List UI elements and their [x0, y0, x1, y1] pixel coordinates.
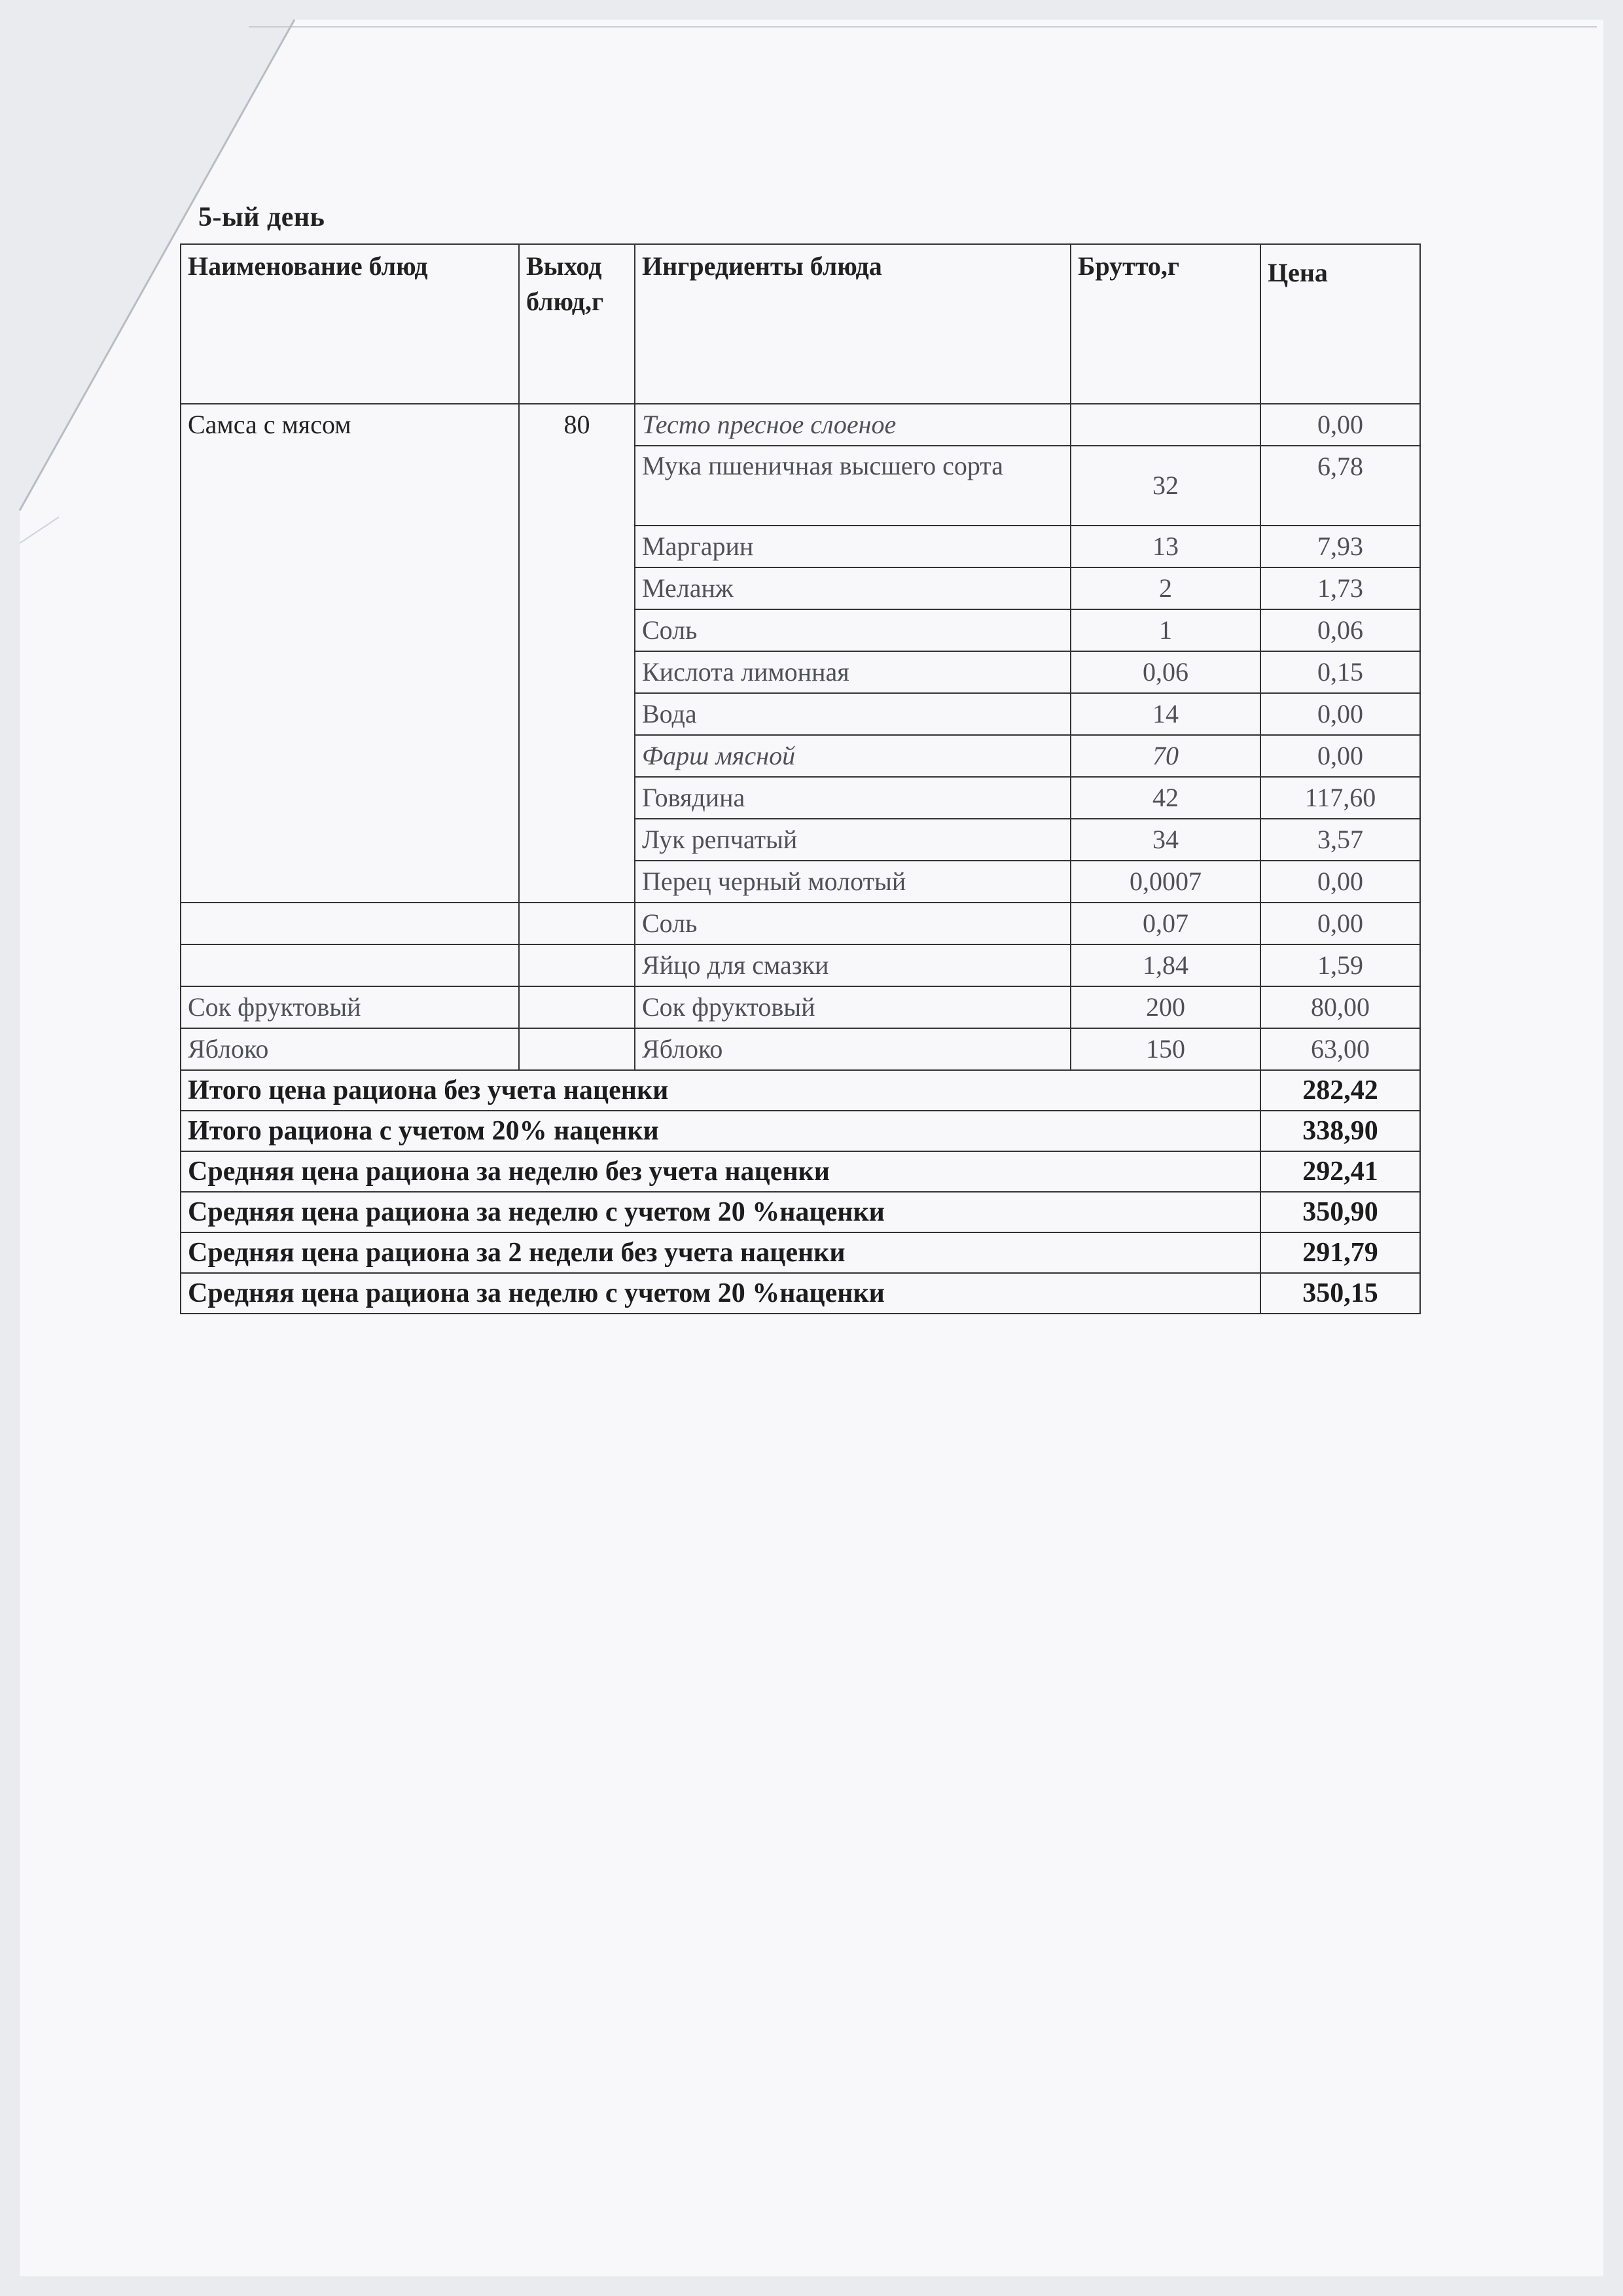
ingredient-cell: Маргарин [635, 526, 1071, 567]
brutto-cell: 32 [1071, 446, 1260, 526]
ingredient-cell: Перец черный молотый [635, 861, 1071, 903]
total-value: 350,90 [1260, 1192, 1420, 1232]
output-cell [519, 735, 635, 777]
output-cell [519, 446, 635, 526]
dish-cell [181, 903, 519, 944]
dish-cell [181, 567, 519, 609]
output-cell [519, 651, 635, 693]
brutto-cell: 42 [1071, 777, 1260, 819]
ingredient-cell: Мука пшеничная высшего сорта [635, 446, 1071, 526]
dish-cell [181, 944, 519, 986]
dish-cell [181, 609, 519, 651]
table-row [181, 526, 1420, 567]
total-row [181, 1070, 1420, 1111]
price-cell: 80,00 [1260, 986, 1420, 1028]
price-cell: 0,00 [1260, 404, 1420, 446]
brutto-cell [1071, 404, 1260, 446]
output-cell [519, 944, 635, 986]
dish-cell: Самса с мясом [181, 404, 519, 446]
price-cell: 1,73 [1260, 567, 1420, 609]
total-row [181, 1111, 1420, 1151]
brutto-cell: 200 [1071, 986, 1260, 1028]
total-value: 338,90 [1260, 1111, 1420, 1151]
price-cell: 7,93 [1260, 526, 1420, 567]
dish-cell [181, 861, 519, 903]
ingredient-cell: Соль [635, 609, 1071, 651]
ingredient-cell: Лук репчатый [635, 819, 1071, 861]
price-cell: 0,00 [1260, 903, 1420, 944]
total-row [181, 1192, 1420, 1232]
ingredient-cell: Тесто пресное слоеное [635, 404, 1071, 446]
dish-cell [181, 526, 519, 567]
ingredient-cell: Сок фруктовый [635, 986, 1071, 1028]
header-brutto: Брутто,г [1071, 244, 1260, 404]
table-row [181, 567, 1420, 609]
total-row [181, 1273, 1420, 1314]
table-row [181, 693, 1420, 735]
output-cell [519, 693, 635, 735]
dish-cell [181, 446, 519, 526]
paper-fold-line [249, 26, 1597, 27]
total-value: 282,42 [1260, 1070, 1420, 1111]
total-label: Средняя цена рациона за неделю с учетом 20 %наценки [181, 1273, 1260, 1314]
output-cell [519, 777, 635, 819]
total-value: 350,15 [1260, 1273, 1420, 1314]
total-value: 292,41 [1260, 1151, 1420, 1192]
dish-cell [181, 651, 519, 693]
table-row [181, 903, 1420, 944]
dish-cell: Сок фруктовый [181, 986, 519, 1028]
total-label: Итого цена рациона без учета наценки [181, 1070, 1260, 1111]
table-row [181, 609, 1420, 651]
header-ingredients: Ингредиенты блюда [635, 244, 1071, 404]
table-row [181, 819, 1420, 861]
brutto-cell: 2 [1071, 567, 1260, 609]
total-row [181, 1151, 1420, 1192]
table-row [181, 404, 1420, 446]
total-value: 291,79 [1260, 1232, 1420, 1273]
price-cell: 6,78 [1260, 446, 1420, 526]
ingredient-cell: Соль [635, 903, 1071, 944]
price-cell: 0,15 [1260, 651, 1420, 693]
output-cell [519, 609, 635, 651]
output-cell [519, 903, 635, 944]
output-cell [519, 986, 635, 1028]
header-dish: Наименование блюд [181, 244, 519, 404]
price-cell: 0,00 [1260, 693, 1420, 735]
price-cell: 0,00 [1260, 735, 1420, 777]
total-label: Средняя цена рациона за 2 недели без учета наценки [181, 1232, 1260, 1273]
total-label: Итого рациона с учетом 20% наценки [181, 1111, 1260, 1151]
price-cell: 0,06 [1260, 609, 1420, 651]
table-row [181, 861, 1420, 903]
total-label: Средняя цена рациона за неделю с учетом 20 %наценки [181, 1192, 1260, 1232]
total-label: Средняя цена рациона за неделю без учета наценки [181, 1151, 1260, 1192]
ingredient-cell: Вода [635, 693, 1071, 735]
table-row [181, 735, 1420, 777]
ingredient-cell: Фарш мясной [635, 735, 1071, 777]
table-header-row [181, 244, 1420, 404]
price-cell: 0,00 [1260, 861, 1420, 903]
brutto-cell: 0,06 [1071, 651, 1260, 693]
brutto-cell: 13 [1071, 526, 1260, 567]
total-row [181, 1232, 1420, 1273]
dish-cell [181, 819, 519, 861]
price-cell: 117,60 [1260, 777, 1420, 819]
price-cell: 1,59 [1260, 944, 1420, 986]
ingredient-cell: Говядина [635, 777, 1071, 819]
output-cell [519, 1028, 635, 1070]
menu-table [180, 243, 1421, 1314]
table-row [181, 446, 1420, 526]
brutto-cell: 1 [1071, 609, 1260, 651]
dish-cell [181, 735, 519, 777]
header-price: Цена [1260, 244, 1420, 404]
output-cell [519, 526, 635, 567]
ingredient-cell: Яйцо для смазки [635, 944, 1071, 986]
ingredient-cell: Яблоко [635, 1028, 1071, 1070]
brutto-cell: 1,84 [1071, 944, 1260, 986]
brutto-cell: 0,07 [1071, 903, 1260, 944]
table-row [181, 777, 1420, 819]
dish-cell: Яблоко [181, 1028, 519, 1070]
table-row [181, 944, 1420, 986]
output-cell [519, 819, 635, 861]
table-row [181, 651, 1420, 693]
table-row [181, 1028, 1420, 1070]
table-row [181, 986, 1420, 1028]
output-cell: 80 [519, 404, 635, 446]
output-cell [519, 861, 635, 903]
output-cell [519, 567, 635, 609]
price-cell: 63,00 [1260, 1028, 1420, 1070]
brutto-cell: 0,0007 [1071, 861, 1260, 903]
brutto-cell: 70 [1071, 735, 1260, 777]
brutto-cell: 14 [1071, 693, 1260, 735]
brutto-cell: 150 [1071, 1028, 1260, 1070]
ingredient-cell: Меланж [635, 567, 1071, 609]
dish-cell [181, 777, 519, 819]
day-title: 5-ый день [198, 202, 325, 232]
header-output: Выход блюд,г [519, 244, 635, 404]
brutto-cell: 34 [1071, 819, 1260, 861]
dish-cell [181, 693, 519, 735]
price-cell: 3,57 [1260, 819, 1420, 861]
ingredient-cell: Кислота лимонная [635, 651, 1071, 693]
